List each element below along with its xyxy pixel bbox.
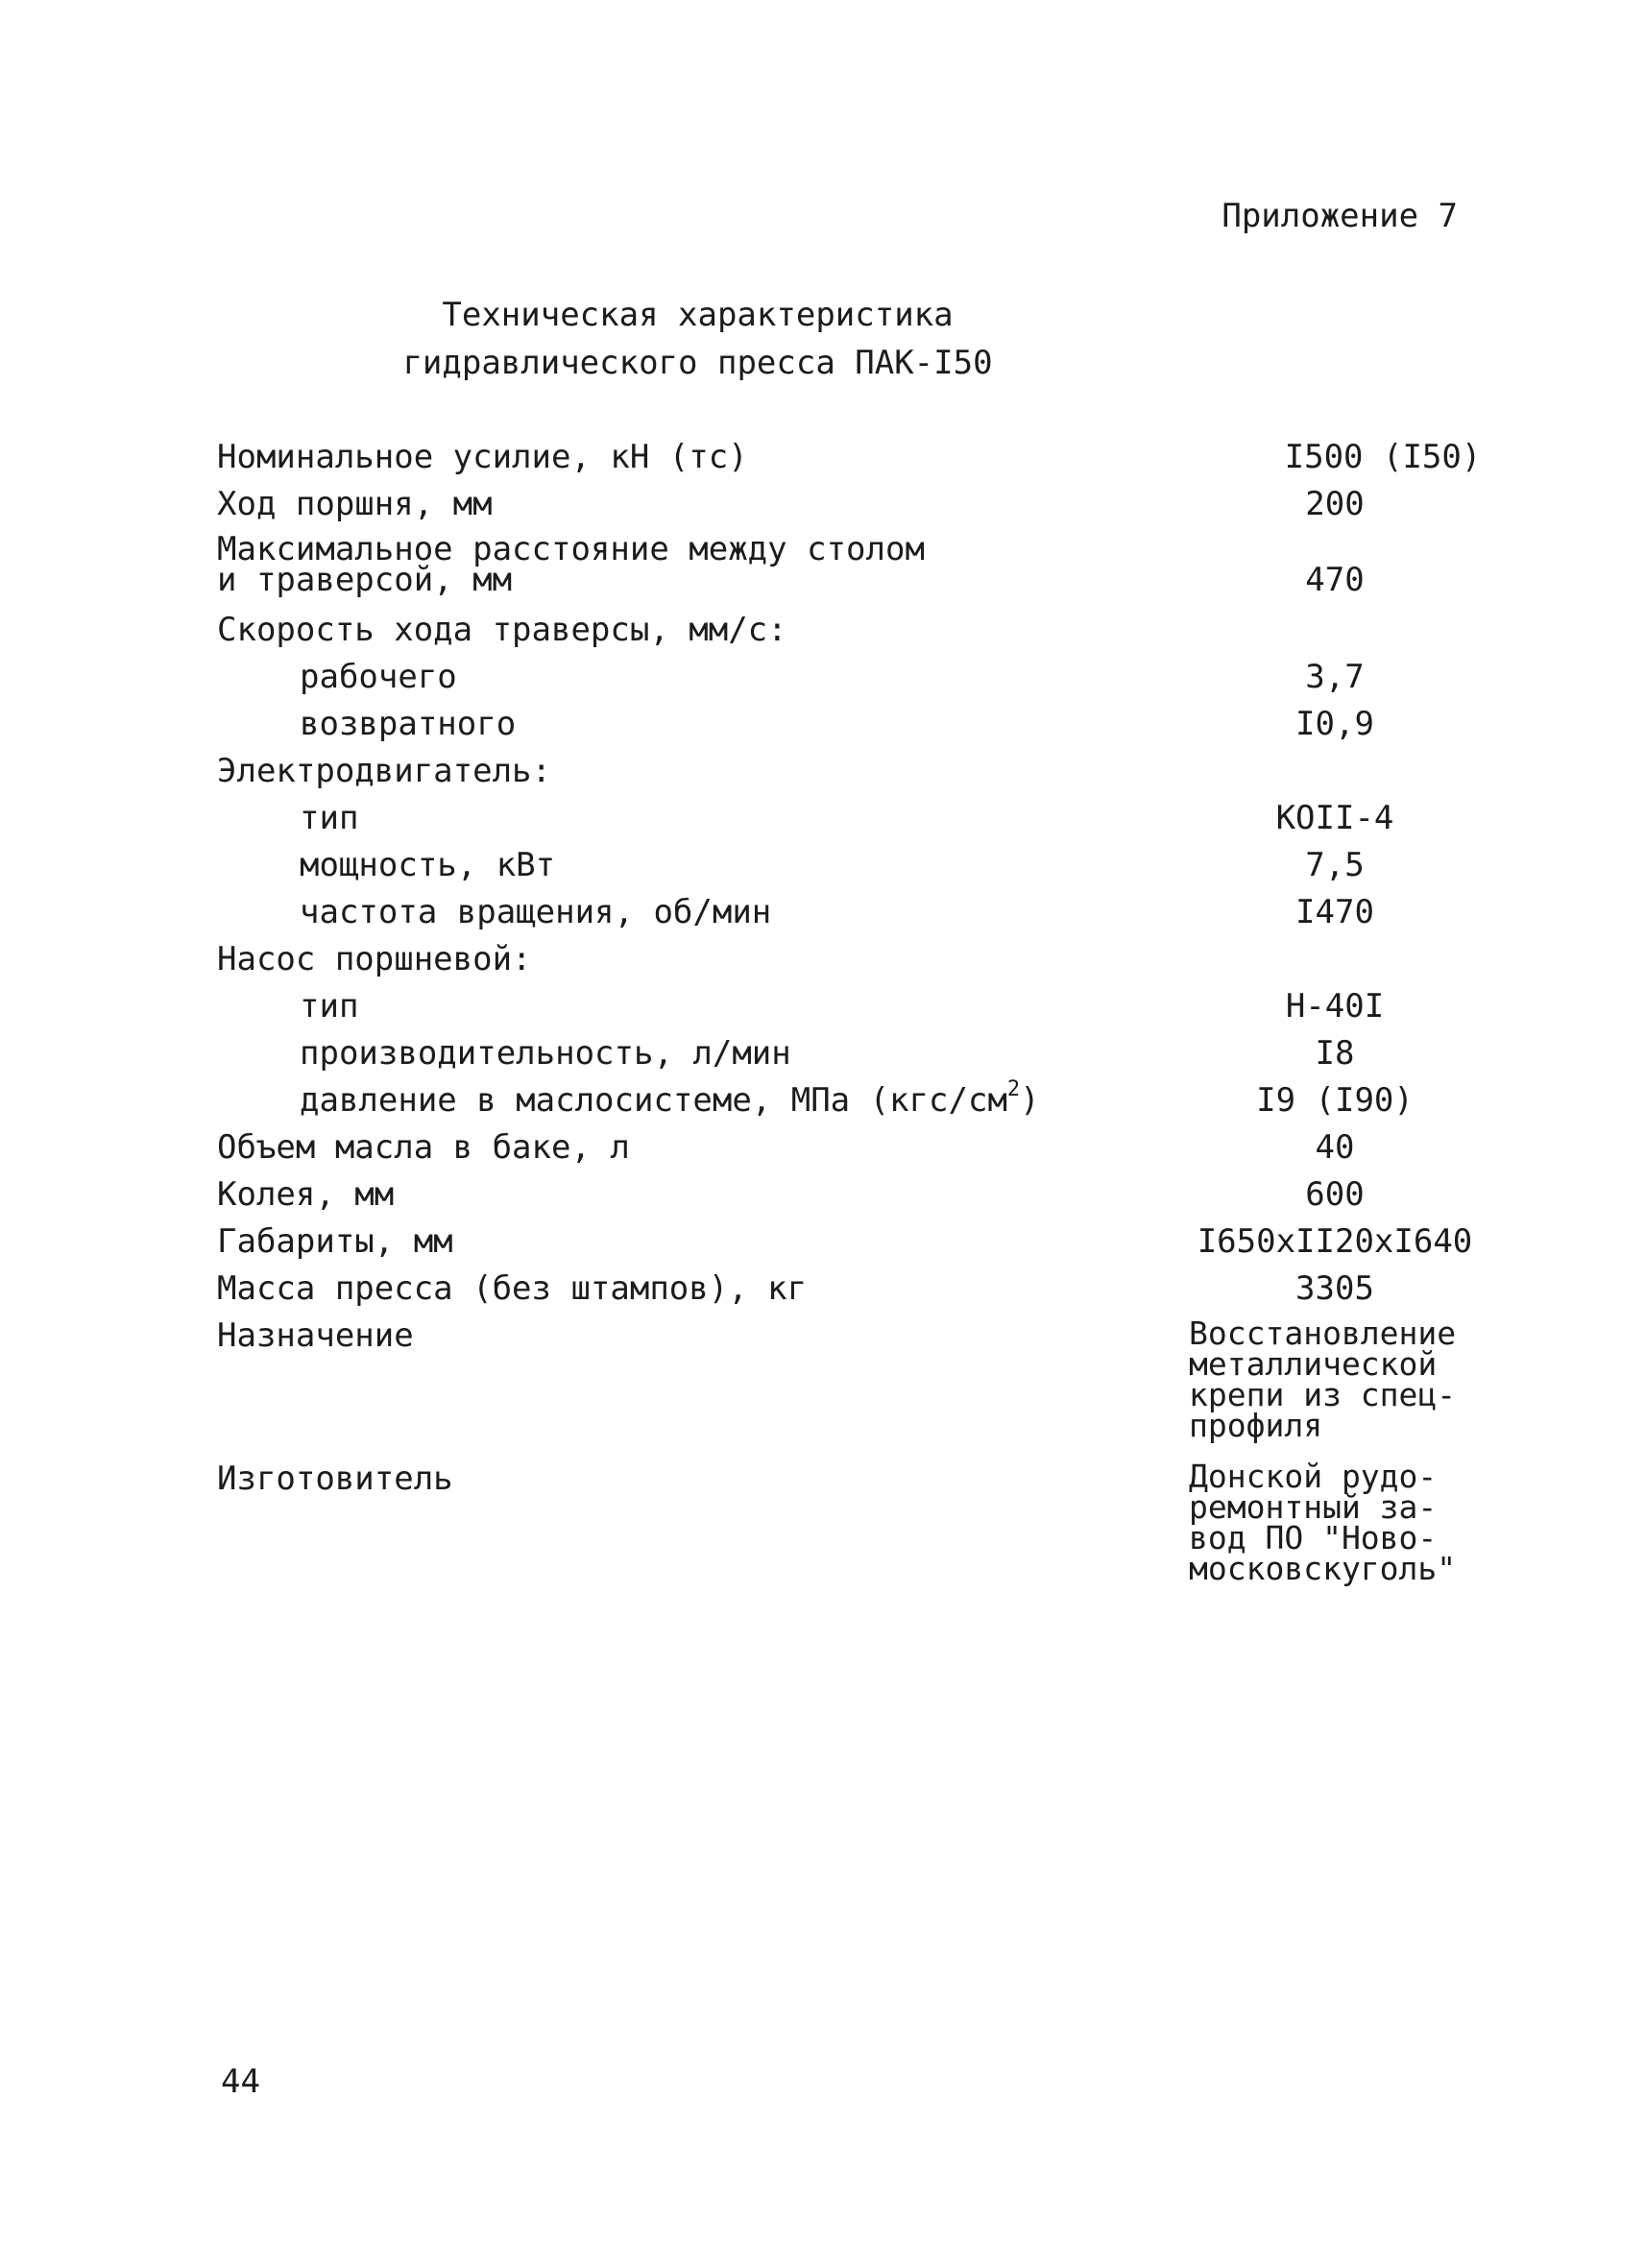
purpose-line: металлической <box>1189 1345 1438 1383</box>
spec-label: частота вращения, об/мин <box>300 893 772 931</box>
superscript-exponent: 2 <box>1006 1076 1021 1101</box>
spec-label: производительность, л/мин <box>300 1034 791 1073</box>
spec-label: Колея, мм <box>217 1175 395 1214</box>
purpose-line: крепи из спец- <box>1189 1376 1457 1413</box>
spec-label-line-1: Максимальное расстояние между столом <box>217 530 925 568</box>
spec-label-end: ) <box>1020 1081 1040 1120</box>
spec-row-piston-stroke <box>0 487 1645 533</box>
manufacturer-line: московскуголь" <box>1189 1550 1457 1587</box>
spec-value: 40 <box>1315 1128 1355 1167</box>
spec-row-motor-power <box>0 848 1645 894</box>
spec-row-nominal-force <box>0 440 1645 486</box>
spec-value: I650xII20xI640 <box>1197 1222 1473 1261</box>
spec-value: I0,9 <box>1295 705 1374 743</box>
spec-label: Электродвигатель: <box>217 752 551 790</box>
spec-label-text: давление в маслосистеме, МПа (кгс/см <box>300 1081 1007 1120</box>
spec-row-motor-rpm <box>0 895 1645 941</box>
spec-label: Изготовитель <box>217 1460 453 1498</box>
spec-row-traverse-speed <box>0 613 1645 659</box>
spec-value: Н-40I <box>1285 987 1385 1025</box>
spec-row-purpose <box>0 1315 1645 1453</box>
spec-label: мощность, кВт <box>300 846 556 884</box>
spec-label: Насос поршневой: <box>217 940 532 978</box>
spec-value: I500 (I50) <box>1284 438 1482 476</box>
spec-row-pump-type <box>0 989 1645 1035</box>
spec-value: 470 <box>1305 561 1365 599</box>
spec-label: Назначение <box>217 1316 414 1355</box>
spec-row-mass <box>0 1271 1645 1317</box>
spec-row-max-distance <box>0 530 1645 611</box>
spec-value: 200 <box>1305 485 1365 523</box>
spec-value: I9 (I90) <box>1256 1081 1414 1120</box>
spec-row-pump-capacity <box>0 1036 1645 1082</box>
spec-label: тип <box>300 799 359 837</box>
spec-row-working-speed <box>0 660 1645 706</box>
manufacturer-line: вод ПО "Ново- <box>1189 1519 1438 1556</box>
spec-row-track <box>0 1177 1645 1223</box>
spec-label: рабочего <box>300 658 457 696</box>
spec-row-dimensions <box>0 1224 1645 1270</box>
spec-label: Скорость хода траверсы, мм/с: <box>217 611 787 649</box>
spec-row-oil-volume <box>0 1130 1645 1176</box>
purpose-line: профиля <box>1189 1407 1323 1444</box>
spec-value: 3305 <box>1295 1269 1374 1308</box>
spec-label: Объем масла в баке, л <box>217 1128 630 1167</box>
spec-value: 3,7 <box>1305 658 1365 696</box>
spec-label: Габариты, мм <box>217 1222 453 1261</box>
document-title-line-1: Техническая характеристика <box>442 296 954 334</box>
spec-value-purpose <box>1189 1315 1467 1444</box>
spec-value-manufacturer <box>1189 1458 1467 1587</box>
appendix-label: Приложение 7 <box>1222 197 1458 235</box>
spec-label: Ход поршня, мм <box>217 485 493 523</box>
spec-row-motor-type <box>0 801 1645 847</box>
document-title-line-2: гидравлического пресса ПАК-I50 <box>402 344 993 382</box>
spec-value: I470 <box>1295 893 1374 931</box>
spec-value: I8 <box>1315 1034 1355 1073</box>
spec-label: возвратного <box>300 705 517 743</box>
page-number: 44 <box>221 2063 260 2101</box>
spec-label <box>300 1076 1040 1120</box>
spec-row-return-speed <box>0 707 1645 753</box>
spec-label-line-2: и траверсой, мм <box>217 561 513 599</box>
spec-label: тип <box>300 987 359 1025</box>
manufacturer-line: ремонтный за- <box>1189 1488 1438 1526</box>
spec-value: КОII-4 <box>1275 799 1394 837</box>
spec-row-pump <box>0 942 1645 988</box>
spec-row-pump-pressure <box>0 1076 1645 1129</box>
spec-value: 7,5 <box>1305 846 1365 884</box>
spec-value: 600 <box>1305 1175 1365 1214</box>
manufacturer-line: Донской рудо- <box>1189 1458 1438 1495</box>
spec-row-motor <box>0 754 1645 800</box>
spec-label: Масса пресса (без штампов), кг <box>217 1269 808 1308</box>
spec-label: Номинальное усилие, кН (тс) <box>217 438 748 476</box>
spec-row-manufacturer <box>0 1458 1645 1596</box>
purpose-line: Восстановление <box>1189 1315 1457 1352</box>
